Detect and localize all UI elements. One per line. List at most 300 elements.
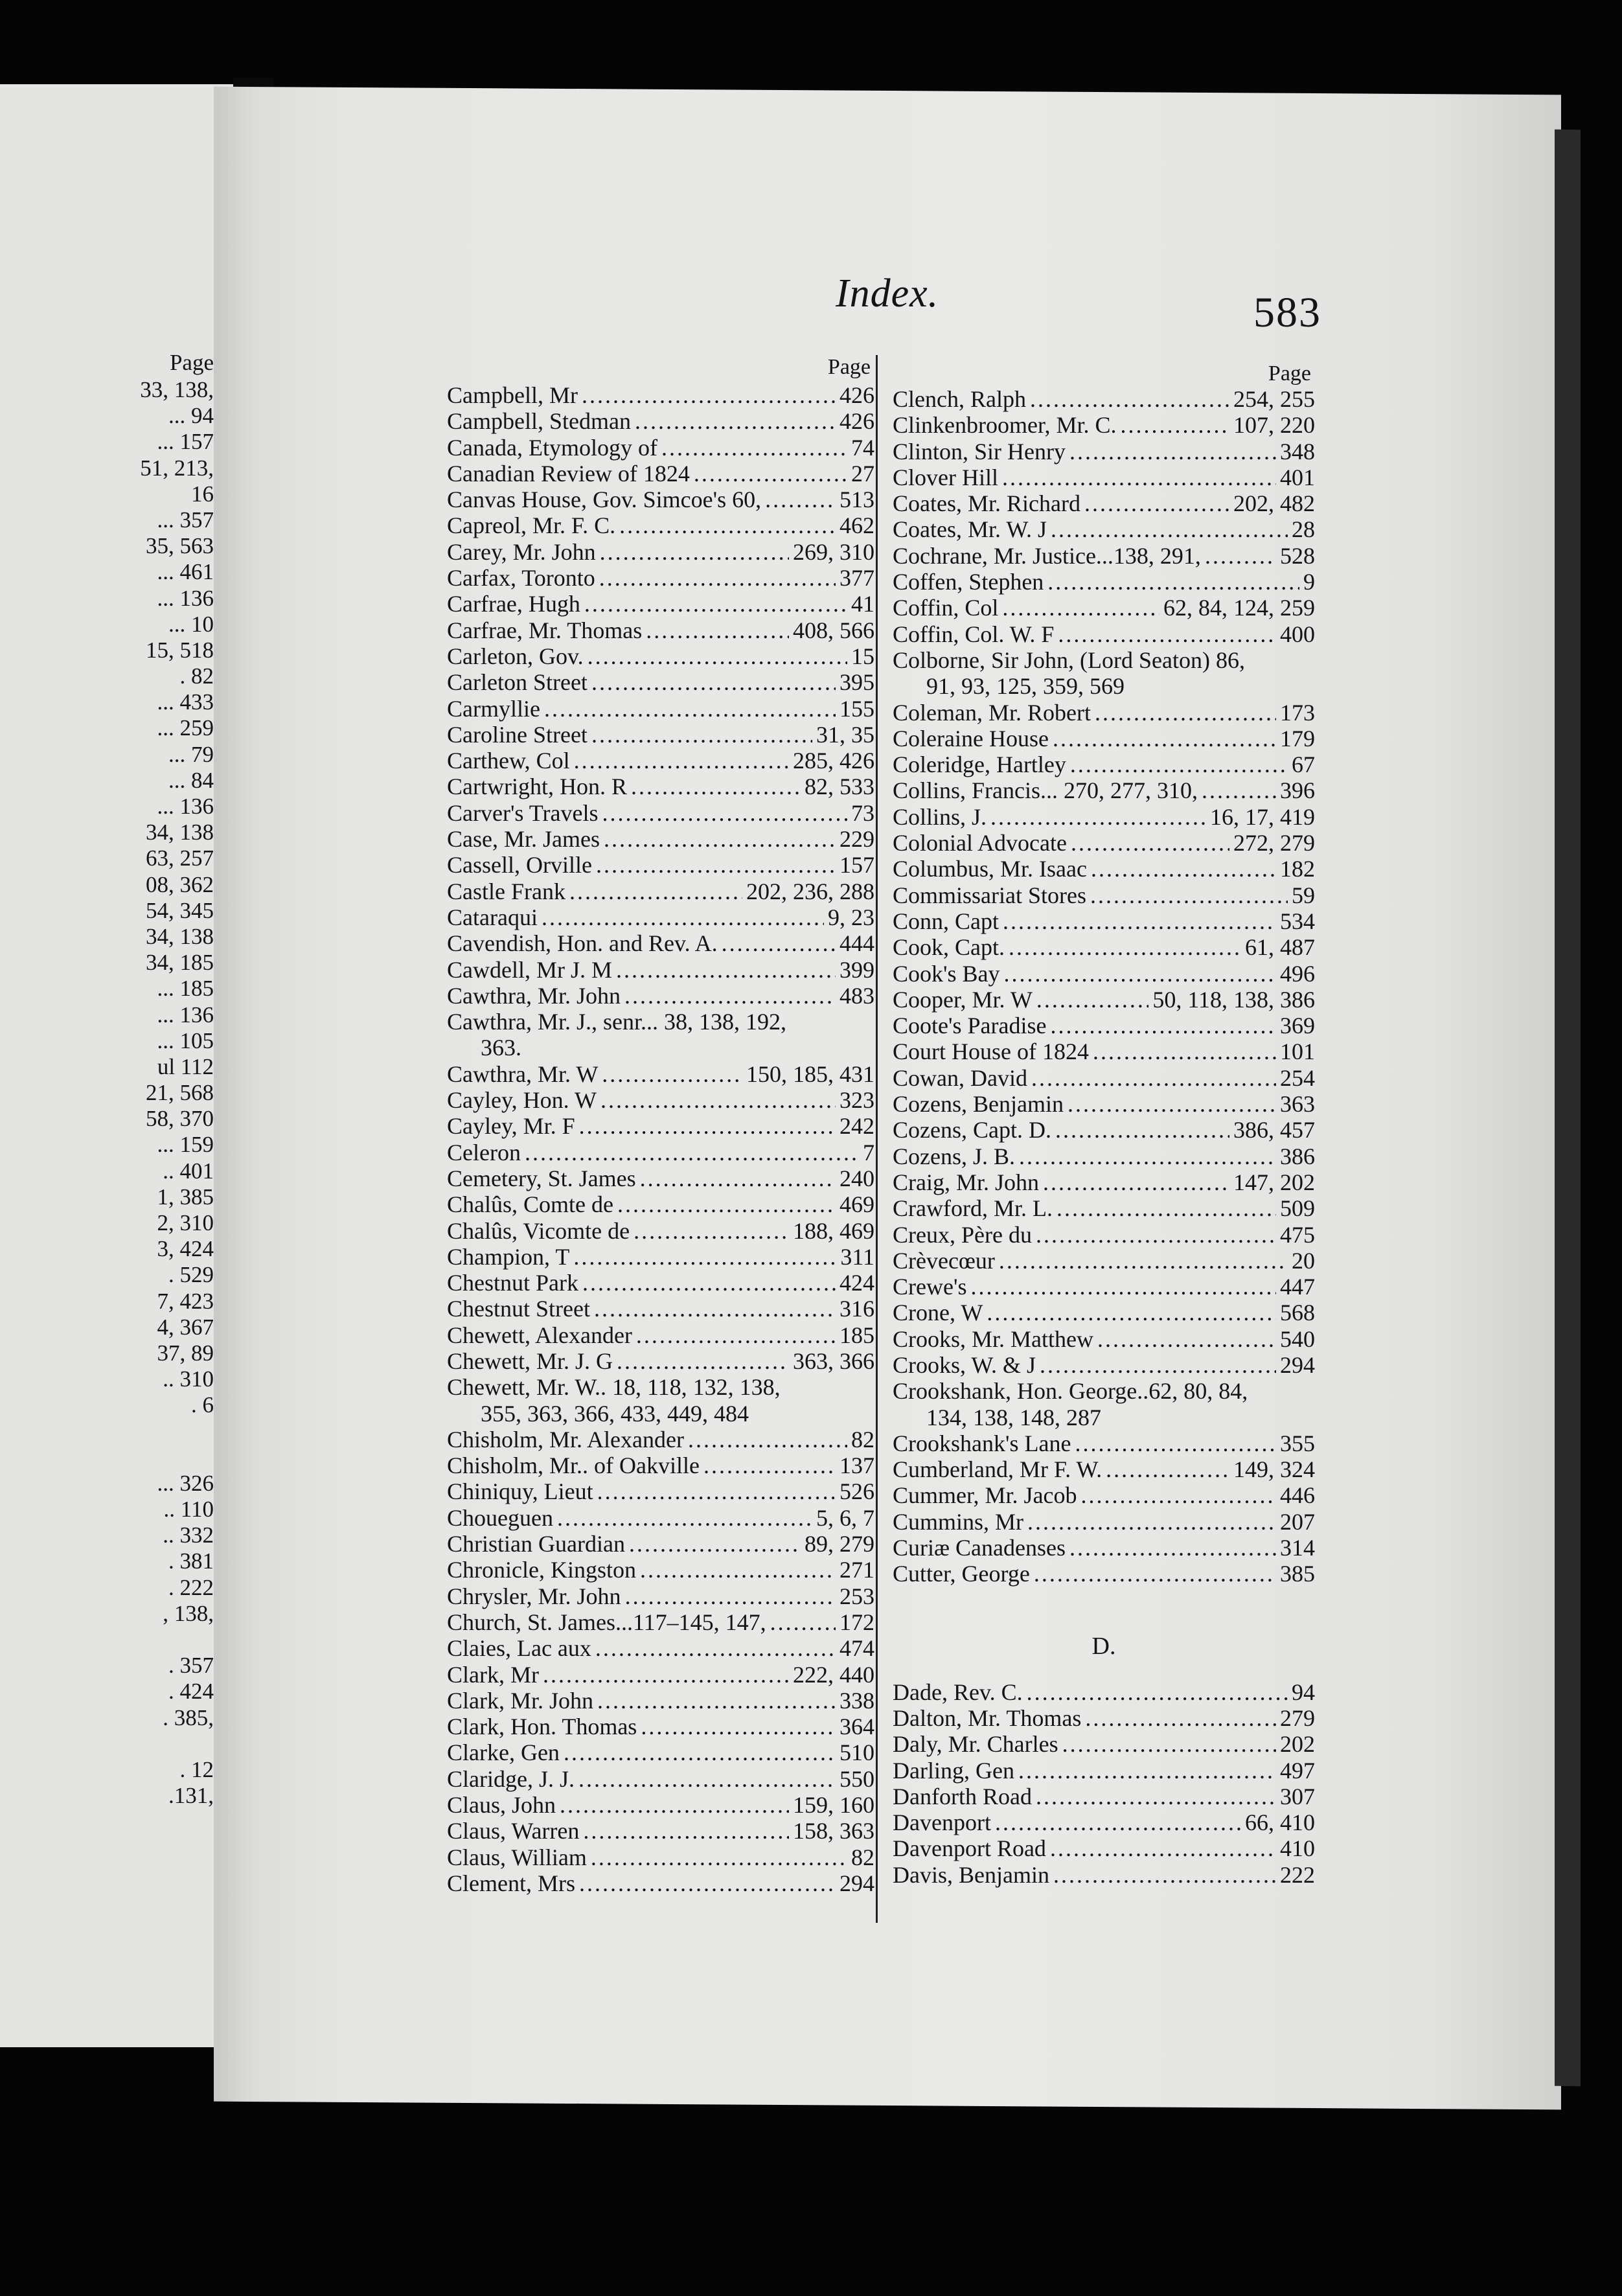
entry-pages: 474 xyxy=(840,1635,874,1662)
left-page-line: ... 94 xyxy=(168,403,214,429)
entry-name: Capreol, Mr. F. C. xyxy=(447,512,616,539)
entry-pages: 497 xyxy=(1280,1757,1315,1784)
index-entry xyxy=(447,1635,874,1661)
entry-name: Coleman, Mr. Robert xyxy=(893,699,1091,726)
dot-leader xyxy=(636,1322,836,1348)
index-entry xyxy=(447,1714,874,1739)
index-entry xyxy=(893,830,1315,856)
left-page-line xyxy=(52,1627,214,1653)
index-entry xyxy=(447,1583,874,1609)
index-entry xyxy=(893,1300,1315,1326)
entry-name: Canada, Etymology of xyxy=(447,434,657,461)
entry-pages: 62, 84, 124, 259 xyxy=(1163,595,1315,621)
entry-name: Davenport xyxy=(893,1809,991,1836)
right-page xyxy=(214,87,1561,2110)
dot-leader xyxy=(543,1662,789,1688)
entry-pages: 202, 236, 288 xyxy=(746,878,874,904)
entry-name: Carthew, Col xyxy=(447,748,570,774)
entry-pages: 401 xyxy=(1280,464,1315,490)
entry-pages: 157 xyxy=(840,852,874,878)
index-entry xyxy=(893,1679,1315,1705)
left-page-line: . 222 xyxy=(168,1574,214,1600)
dot-leader xyxy=(640,1557,836,1583)
dot-leader xyxy=(1027,1679,1288,1705)
entry-pages: 509 xyxy=(1280,1195,1315,1222)
index-entry xyxy=(893,516,1315,542)
dot-leader xyxy=(631,774,801,799)
index-entry xyxy=(893,1169,1315,1195)
entry-name: Coffen, Stephen xyxy=(893,569,1044,595)
entry-pages: 188, 469 xyxy=(793,1217,874,1244)
entry-pages: 526 xyxy=(840,1478,874,1505)
dot-leader xyxy=(1047,569,1299,595)
index-entry xyxy=(447,1766,874,1792)
dot-leader xyxy=(569,878,742,904)
entry-name: Chestnut Park xyxy=(447,1270,578,1296)
entry-pages: 73 xyxy=(851,799,874,826)
entry-name: Claies, Lac aux xyxy=(447,1635,591,1662)
dot-leader xyxy=(594,1296,836,1322)
entry-name: Crooks, W. & J xyxy=(893,1351,1036,1378)
left-page-line: 34, 138 xyxy=(146,923,214,949)
entry-pages: 16, 17, 419 xyxy=(1210,803,1315,830)
dot-leader xyxy=(584,591,847,617)
entry-name: Crawford, Mr. L. xyxy=(893,1195,1053,1222)
entry-name: Chisholm, Mr.. of Oakville xyxy=(447,1452,700,1479)
dot-leader xyxy=(1030,386,1229,412)
entry-name: Campbell, Stedman xyxy=(447,408,631,435)
entry-pages: 137 xyxy=(840,1452,874,1479)
index-entry xyxy=(893,1482,1315,1508)
entry-pages: 41 xyxy=(851,591,874,617)
index-entry xyxy=(893,1456,1315,1482)
entry-name: Champion, T xyxy=(447,1243,570,1270)
left-page-line: 54, 345 xyxy=(146,897,214,923)
entry-name: Clark, Mr. John xyxy=(447,1687,594,1714)
entry-name: Cartwright, Hon. R xyxy=(447,774,627,800)
index-entry xyxy=(447,1427,874,1452)
entry-name: Dalton, Mr. Thomas xyxy=(893,1705,1082,1731)
index-entry xyxy=(447,1244,874,1270)
index-entry xyxy=(893,1758,1315,1784)
dot-leader xyxy=(544,696,836,722)
entry-pages: 179 xyxy=(1280,725,1315,752)
left-page-line: ... 84 xyxy=(168,767,214,793)
dot-leader xyxy=(688,1427,847,1452)
index-entry xyxy=(893,1091,1315,1117)
entry-name: Chronicle, Kingston xyxy=(447,1557,636,1583)
dot-leader xyxy=(1003,908,1276,934)
index-entry xyxy=(447,983,874,1009)
dot-leader xyxy=(722,930,836,956)
entry-name: Davis, Benjamin xyxy=(893,1861,1049,1888)
index-entry xyxy=(447,1087,874,1113)
entry-pages: 363 xyxy=(1280,1091,1315,1118)
entry-pages: 9 xyxy=(1303,569,1315,595)
index-entry xyxy=(447,1348,874,1374)
entry-pages: 377 xyxy=(840,565,874,591)
left-page-line: ... 105 xyxy=(157,1027,214,1053)
entry-name: Clark, Hon. Thomas xyxy=(447,1714,637,1740)
entry-name: Carleton, Gov. xyxy=(447,643,584,669)
left-page-line: . 6 xyxy=(191,1392,214,1418)
entry-name: Cayley, Mr. F xyxy=(447,1113,575,1140)
entry-continuation: 91, 93, 125, 359, 569 xyxy=(926,673,1125,700)
entry-name: Craig, Mr. John xyxy=(893,1169,1040,1195)
index-entry xyxy=(447,487,874,512)
dot-leader xyxy=(661,435,847,461)
left-page-line: 33, 138, xyxy=(140,377,214,402)
dot-leader xyxy=(1055,1117,1229,1143)
index-entry xyxy=(447,1818,874,1844)
entry-pages: 207 xyxy=(1280,1508,1315,1535)
index-entry xyxy=(447,826,874,852)
entry-pages: 28 xyxy=(1292,516,1315,543)
dot-leader xyxy=(1205,543,1276,569)
entry-pages: 364 xyxy=(840,1714,874,1740)
left-page-line: 2, 310 xyxy=(157,1210,214,1235)
dot-leader xyxy=(1002,465,1276,490)
index-entry xyxy=(893,1509,1315,1535)
dot-leader xyxy=(1069,439,1276,465)
dot-leader xyxy=(641,1714,836,1739)
dot-leader xyxy=(1084,490,1229,516)
left-page-line: . 82 xyxy=(179,663,214,689)
entry-name: Clench, Ralph xyxy=(893,386,1026,412)
entry-name: Carver's Travels xyxy=(447,799,599,826)
left-page-line: ... 461 xyxy=(157,559,214,585)
entry-pages: 338 xyxy=(840,1687,874,1714)
index-entry xyxy=(893,1013,1315,1039)
entry-name: Crèvecœur xyxy=(893,1247,995,1274)
dot-leader xyxy=(1202,777,1276,803)
index-entry xyxy=(447,904,874,930)
entry-name: Curiæ Canadenses xyxy=(893,1535,1066,1561)
entry-pages: 568 xyxy=(1280,1300,1315,1326)
entry-continuation: 363. xyxy=(481,1035,521,1061)
dot-leader xyxy=(599,565,836,591)
left-page-line: , 138, xyxy=(163,1600,214,1626)
entry-pages: 5, 6, 7 xyxy=(816,1504,874,1531)
index-entry xyxy=(893,1705,1315,1731)
dot-leader xyxy=(765,487,836,512)
dot-leader xyxy=(1019,1143,1276,1169)
dot-leader xyxy=(560,1792,789,1818)
dot-leader xyxy=(600,539,789,565)
page-number: 583 xyxy=(1253,289,1321,336)
left-page-line: .. 332 xyxy=(163,1522,214,1548)
entry-name: Cozens, Benjamin xyxy=(893,1091,1064,1118)
left-page-line: .. 110 xyxy=(163,1497,214,1522)
entry-name: Cochrane, Mr. Justice...138, 291, xyxy=(893,542,1201,569)
entry-name: Chewett, Mr. J. G xyxy=(447,1348,613,1374)
index-entry xyxy=(447,800,874,826)
left-page-line: . 529 xyxy=(168,1262,214,1288)
entry-pages: 94 xyxy=(1292,1679,1315,1705)
entry-pages: 323 xyxy=(840,1087,874,1114)
entry-pages: 528 xyxy=(1280,542,1315,569)
index-entry xyxy=(447,722,874,748)
left-page-line: .. 310 xyxy=(163,1366,214,1392)
index-entry xyxy=(447,591,874,617)
entry-pages: 294 xyxy=(840,1870,874,1896)
entry-pages: 253 xyxy=(840,1583,874,1609)
entry-pages: 475 xyxy=(1280,1221,1315,1248)
dot-leader xyxy=(1091,856,1276,882)
left-page-line: 7, 423 xyxy=(157,1288,214,1314)
entry-pages: 155 xyxy=(840,695,874,722)
dot-leader xyxy=(604,826,836,852)
index-entry xyxy=(893,1195,1315,1221)
entry-pages: 314 xyxy=(1280,1535,1315,1561)
dot-leader xyxy=(703,1452,836,1478)
index-entry xyxy=(893,569,1315,595)
index-entry xyxy=(893,1039,1315,1064)
entry-pages: 272, 279 xyxy=(1233,830,1315,856)
entry-pages: 534 xyxy=(1280,908,1315,934)
index-column-left xyxy=(447,355,874,1896)
left-page-line: ... 136 xyxy=(157,1002,214,1027)
entry-name: Carfrae, Hugh xyxy=(447,591,580,617)
index-entry xyxy=(893,490,1315,516)
index-entry xyxy=(447,878,874,904)
entry-pages: 385 xyxy=(1280,1561,1315,1587)
index-title: Index. xyxy=(836,271,939,316)
dot-leader xyxy=(591,669,836,695)
index-entry xyxy=(893,1274,1315,1300)
left-page-line: . 357 xyxy=(168,1653,214,1679)
left-page-line: ... 79 xyxy=(168,741,214,767)
entry-pages: 61, 487 xyxy=(1245,934,1315,961)
entry-name: Colonial Advocate xyxy=(893,830,1067,856)
entry-name: Collins, J. xyxy=(893,803,987,830)
entry-name: Cozens, Capt. D. xyxy=(893,1117,1051,1143)
index-entry xyxy=(893,1784,1315,1809)
index-entry xyxy=(893,1065,1315,1091)
dot-leader xyxy=(640,1165,836,1191)
index-column-right xyxy=(893,355,1315,1888)
dot-leader xyxy=(591,722,812,748)
entry-name: Coffin, Col xyxy=(893,595,999,621)
dot-leader xyxy=(1097,1326,1276,1352)
index-entry xyxy=(893,1352,1315,1378)
entry-pages: 27 xyxy=(851,460,874,487)
entry-pages: 369 xyxy=(1280,1013,1315,1039)
entry-pages: 396 xyxy=(1280,777,1315,804)
entry-pages: 462 xyxy=(840,512,874,539)
index-entry xyxy=(447,1191,874,1217)
dot-leader xyxy=(617,1191,836,1217)
entry-pages: 149, 324 xyxy=(1233,1456,1315,1483)
dot-leader xyxy=(602,1061,742,1087)
dot-leader xyxy=(1036,1222,1276,1248)
dot-leader xyxy=(970,1274,1276,1300)
entry-pages: 469 xyxy=(840,1191,874,1218)
left-page-line: . 12 xyxy=(179,1756,214,1782)
index-entry xyxy=(893,1222,1315,1248)
left-page-line: 58, 370 xyxy=(146,1106,214,1132)
entry-continuation: 355, 363, 366, 433, 449, 484 xyxy=(481,1400,749,1427)
dot-leader xyxy=(1093,1039,1276,1064)
index-entry xyxy=(893,908,1315,934)
entry-pages: 447 xyxy=(1280,1274,1315,1300)
dot-leader xyxy=(1009,934,1241,960)
index-entry xyxy=(893,1430,1315,1456)
entry-pages: 66, 410 xyxy=(1245,1809,1315,1836)
entry-pages: 510 xyxy=(840,1739,874,1766)
index-entry xyxy=(447,565,874,591)
left-page-line: . 424 xyxy=(168,1679,214,1705)
index-entry xyxy=(447,1113,874,1139)
dot-leader xyxy=(1040,1352,1276,1378)
left-page-line: ... 357 xyxy=(157,507,214,533)
dot-leader xyxy=(557,1505,812,1531)
entry-pages: 159, 160 xyxy=(793,1792,874,1819)
entry-pages: 355 xyxy=(1280,1430,1315,1456)
entry-name: Cawthra, Mr. W xyxy=(447,1061,599,1087)
index-entry xyxy=(447,408,874,434)
entry-pages: 20 xyxy=(1292,1247,1315,1274)
left-page-line: ... 136 xyxy=(157,585,214,611)
entry-pages: 67 xyxy=(1292,752,1315,778)
dot-leader xyxy=(1057,1195,1276,1221)
index-entry xyxy=(893,621,1315,647)
entry-name: Cemetery, St. James xyxy=(447,1165,636,1191)
entry-name: Canadian Review of 1824 xyxy=(447,460,690,487)
entry-pages: 82 xyxy=(851,1426,874,1452)
entry-pages: 386 xyxy=(1280,1143,1315,1169)
entry-pages: 271 xyxy=(840,1557,874,1583)
entry-pages: 279 xyxy=(1280,1705,1315,1731)
left-page-line: ... 433 xyxy=(157,689,214,715)
entry-name: Cawthra, Mr. John xyxy=(447,982,621,1009)
entry-pages: 185 xyxy=(840,1322,874,1348)
dot-leader xyxy=(564,1739,836,1765)
entry-name: Crewe's xyxy=(893,1274,967,1300)
dot-leader xyxy=(595,1635,836,1661)
index-entry xyxy=(447,1374,874,1400)
index-entry xyxy=(447,669,874,695)
entry-name: Carleton Street xyxy=(447,669,588,696)
index-entry xyxy=(447,1009,874,1035)
entry-pages: 59 xyxy=(1292,882,1315,908)
index-entry xyxy=(893,1378,1315,1404)
entry-name: Carfax, Toronto xyxy=(447,565,595,591)
index-entry xyxy=(893,1561,1315,1587)
dot-leader xyxy=(574,748,789,774)
dot-leader xyxy=(1068,1091,1276,1117)
index-entry xyxy=(893,1143,1315,1169)
entry-pages: 550 xyxy=(840,1765,874,1792)
entry-name: Clinkenbroomer, Mr. C. xyxy=(893,412,1117,439)
dot-leader xyxy=(1051,516,1288,542)
index-entry xyxy=(447,1870,874,1896)
index-entry xyxy=(447,1478,874,1504)
index-entry xyxy=(447,1531,874,1557)
dot-leader xyxy=(1075,1430,1276,1456)
entry-pages: 82, 533 xyxy=(805,774,874,800)
entry-name: Claus, William xyxy=(447,1844,587,1870)
dot-leader xyxy=(542,904,824,930)
index-entry xyxy=(893,804,1315,830)
index-entry xyxy=(447,1688,874,1714)
entry-name: Cozens, J. B. xyxy=(893,1143,1015,1169)
dot-leader xyxy=(602,800,847,826)
entry-name: Case, Mr. James xyxy=(447,826,600,853)
entry-name: Clover Hill xyxy=(893,464,998,490)
dot-leader xyxy=(1004,961,1277,987)
dot-leader xyxy=(573,1244,836,1270)
entry-name: Coleridge, Hartley xyxy=(893,752,1066,778)
index-entry xyxy=(893,700,1315,726)
left-page-line: 35, 563 xyxy=(146,533,214,559)
section-gap xyxy=(893,1666,1315,1679)
index-entry xyxy=(447,1505,874,1531)
entry-name: Chewett, Alexander xyxy=(447,1322,632,1348)
dot-leader xyxy=(582,382,836,408)
index-entry xyxy=(893,1248,1315,1274)
entry-name: Claus, John xyxy=(447,1792,556,1819)
left-page-line: ... 10 xyxy=(168,611,214,637)
index-entry xyxy=(447,1218,874,1244)
dot-leader xyxy=(1053,1862,1276,1888)
index-entry xyxy=(893,934,1315,960)
index-entry xyxy=(893,882,1315,908)
entry-pages: 7 xyxy=(863,1139,874,1165)
entry-name: Church, St. James...117–145, 147, xyxy=(447,1609,766,1635)
entry-name: Davenport Road xyxy=(893,1835,1046,1862)
dot-leader xyxy=(1081,1482,1276,1508)
index-entry xyxy=(447,1662,874,1688)
page-column-label: Page xyxy=(1268,362,1311,385)
entry-name: Christian Guardian xyxy=(447,1531,625,1557)
entry-pages: 513 xyxy=(840,487,874,513)
index-entry xyxy=(447,643,874,669)
entry-name: Clarke, Gen xyxy=(447,1739,560,1766)
index-entry xyxy=(893,726,1315,752)
dot-leader xyxy=(995,1809,1241,1835)
page-column-label: Page xyxy=(827,355,871,379)
dot-leader xyxy=(1053,726,1276,752)
index-entry xyxy=(447,1739,874,1765)
index-entry xyxy=(447,1165,874,1191)
dot-leader xyxy=(578,1766,836,1792)
dot-leader xyxy=(597,1688,836,1714)
left-page-line: .131, xyxy=(168,1783,214,1809)
dot-leader xyxy=(583,1818,789,1844)
entry-pages: 222 xyxy=(1280,1861,1315,1888)
entry-name: Campbell, Mr xyxy=(447,382,578,408)
index-entry xyxy=(447,930,874,956)
entry-name: Creux, Père du xyxy=(893,1221,1032,1248)
index-entry xyxy=(893,1862,1315,1888)
entry-name: Crookshank's Lane xyxy=(893,1430,1071,1456)
entry-name: Chrysler, Mr. John xyxy=(447,1583,621,1609)
dot-leader xyxy=(770,1609,836,1635)
entry-pages: 408, 566 xyxy=(793,617,874,643)
index-entry xyxy=(447,461,874,487)
left-page-line: 34, 138 xyxy=(146,820,214,845)
entry-pages: 74 xyxy=(851,434,874,461)
entry-name: Claus, Warren xyxy=(447,1818,580,1844)
dot-leader xyxy=(579,1870,836,1896)
dot-leader xyxy=(525,1140,859,1165)
dot-leader xyxy=(694,461,847,487)
index-entry xyxy=(447,435,874,461)
entry-pages: 89, 279 xyxy=(805,1531,874,1557)
entry-pages: 158, 363 xyxy=(793,1818,874,1844)
entry-pages: 446 xyxy=(1280,1482,1315,1509)
